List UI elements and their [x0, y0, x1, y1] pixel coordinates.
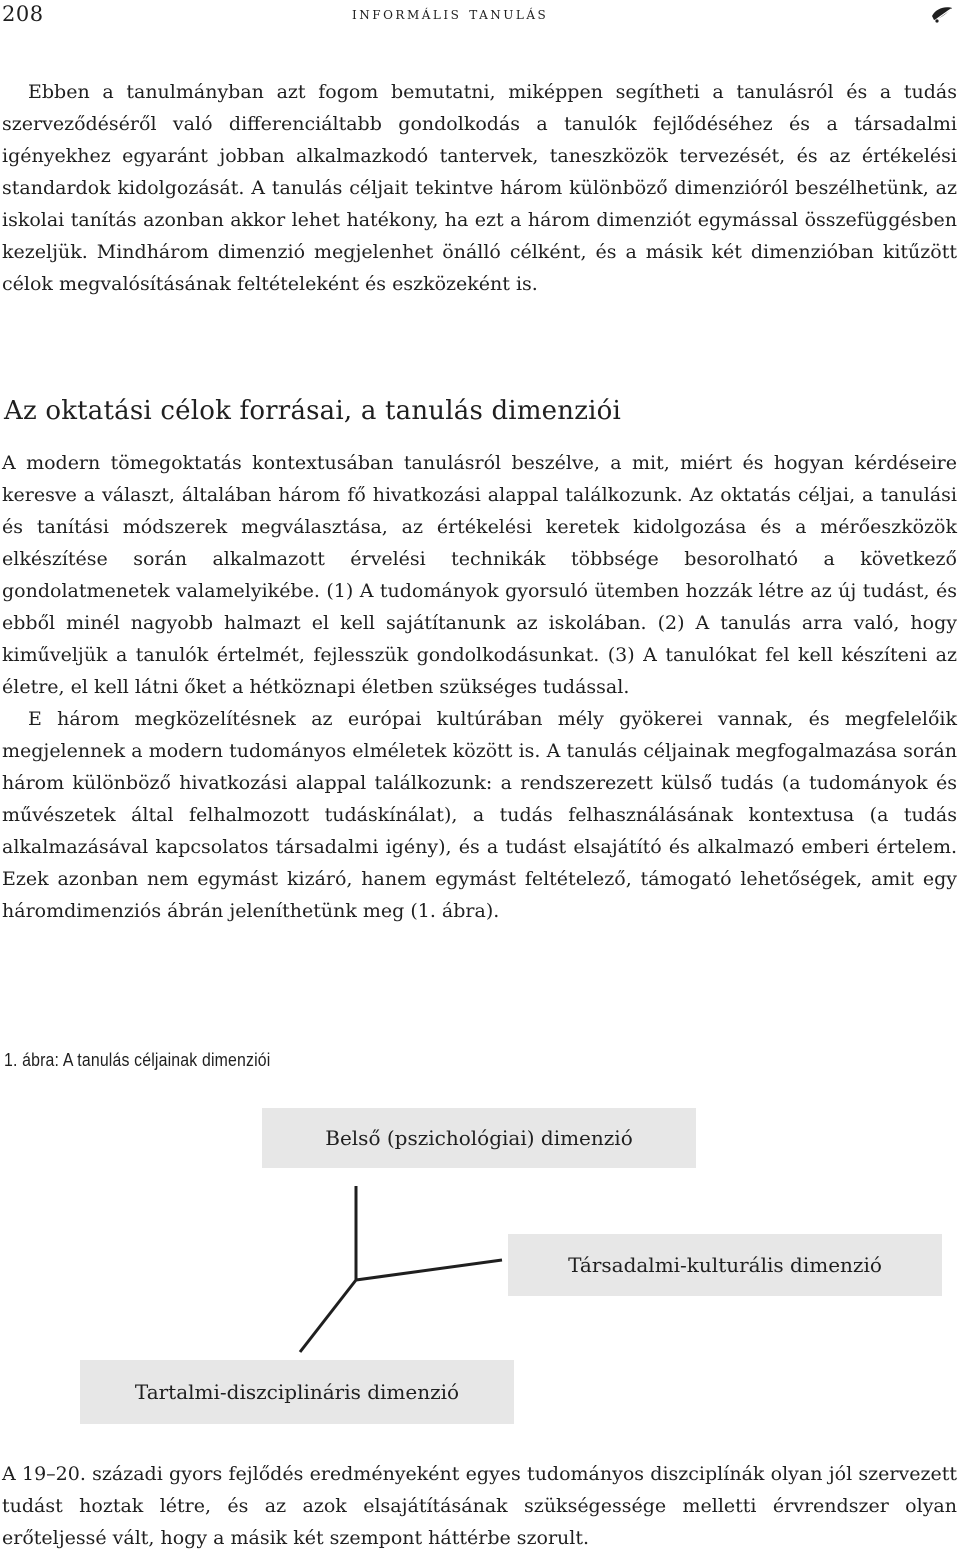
closing-paragraph: A 19–20. századi gyors fejlődés eredményeként egyes tudományos diszciplínák olyan jól szervezett tudást hoztak létre, és az azok elsajátításának szükségessége melletti érvrendszer olyan erőteljessé vált, hogy a másik két szempont háttérbe szorult. [2, 1463, 957, 1549]
figure-caption: 1. ábra: A tanulás céljainak dimenziói [4, 1050, 271, 1070]
body-paragraph: E három megközelítésnek az európai kultúrában mély gyökerei vannak, és megfelelőik megjelennek a modern tudományos elméletek között is. A tanulás céljainak megfogalmazása során három különböző hivatkozási alappal találkozunk: a rendszerezett külső tudás (a tudományok és művészetek által felhalmozott tudáskínálat), a tudás felhasználásának kontextusa (a tudás alkalmazásával kapcsolatos társadalmi igény), és a tudást elsajátító és alkalmazó emberi értelem. Ezek azonban nem egymást kizáró, hanem egymást feltételező, támogató lehetőségek, amit egy háromdimenziós ábrán jeleníthetünk meg (1. ábra). [2, 708, 957, 922]
bottom-axis [300, 1280, 356, 1352]
dimension-box-social-cultural [508, 1234, 942, 1296]
dimensions-diagram [0, 1090, 960, 1450]
dimension-label: Tartalmi-diszciplináris dimenzió [134, 1380, 460, 1404]
dimension-label: Belső (pszichológiai) dimenzió [325, 1126, 633, 1150]
dimension-box-content-disciplinary [80, 1360, 514, 1424]
leaf-ornament-icon [930, 4, 954, 24]
section-heading: Az oktatási célok forrásai, a tanulás dimenziói [4, 396, 621, 426]
intro-paragraph: Ebben a tanulmányban azt fogom bemutatni, miképpen segítheti a tanulásról és a tudás szerveződéséről való differenciáltabb gondolkodás a tanulók fejlődéséhez és a társadalmi igényekhez egyaránt jobban alkalmazkodó tantervek, taneszközök tervezését, és az értékelési standardok kidolgozását. A tanulás céljait tekintve három különböző dimenzióról beszélhetünk, az iskolai tanítás azonban akkor lehet hatékony, ha ezt a három dimenziót egymással összefüggésben kezeljük. Mindhárom dimenzió megjelenhet önálló célként, és a másik két dimenzióban kitűzött célok megvalósításának feltételeként és eszközeként is. [2, 81, 957, 295]
running-title: informális tanulás [352, 4, 549, 24]
page-number: 208 [2, 2, 44, 26]
right-axis [356, 1260, 502, 1280]
body-paragraph: A modern tömegoktatás kontextusában tanulásról beszélve, a mit, miért és hogyan kérdéseire keresve a választ, általában három fő hivatkozási alappal találkozunk. Az oktatás céljai, a tanulási és tanítási módszerek megválasztása, az értékelési keretek kidolgozása és a mérőeszközök elkészítése során alkalmazott érvelési technikák többsége besorolható a következő gondolatmenetek valamelyikébe. (1) A tudományok gyorsuló ütemben hozzák létre az új tudást, és ebből minél nagyobb halmazt el kell sajátítanunk az iskolában. (2) A tanulás arra való, hogy kiműveljük a tanulók értelmét, fejlesszük gondolkodásunkat. (3) A tanulókat fel kell készíteni az életre, el kell látni őket a hétköznapi életben szükséges tudással. [2, 452, 957, 698]
page-header [0, 0, 960, 30]
section-body [2, 447, 957, 927]
dimension-box-psychological [262, 1108, 696, 1168]
dimension-label: Társadalmi-kulturális dimenzió [568, 1253, 882, 1277]
